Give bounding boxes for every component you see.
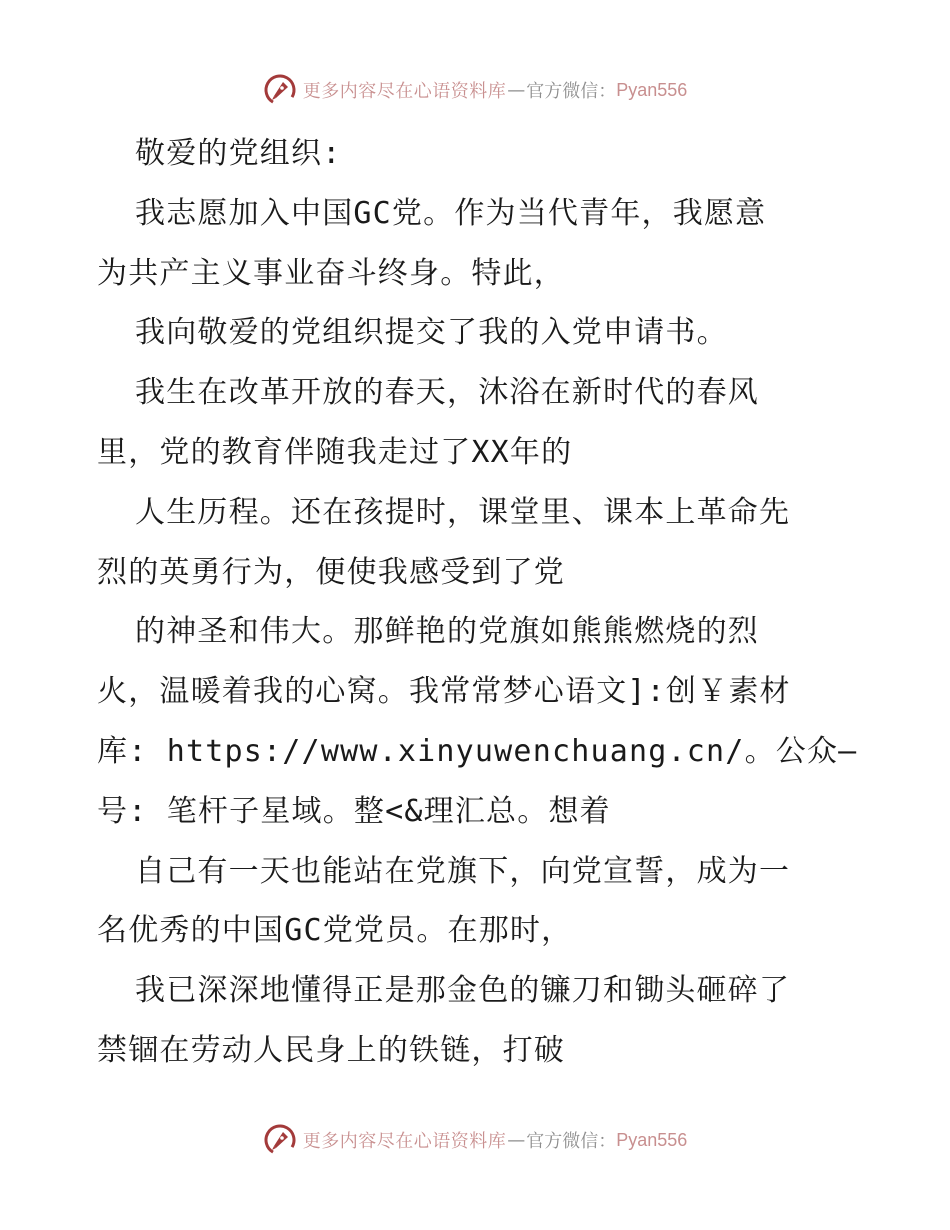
document-line: 火，温暖着我的心窝。我常常梦心语文]:创￥素材 [97,674,791,710]
header-watermark [0,70,950,110]
footer-watermark [0,1120,950,1160]
document-line: 号: 笔杆子星域。整<&理汇总。想着 [97,793,611,829]
document-line: 库: https://www.xinyuwenchuang.cn/。公众— [97,733,858,769]
watermark-text [303,77,688,103]
document-line: 我志愿加入中国GC党。作为当代青年，我愿意 [135,195,767,231]
document-line: 名优秀的中国GC党党员。在那时， [97,913,573,949]
document-line: 人生历程。还在孩提时，课堂里、课本上革命先 [135,494,791,530]
document-line: 自己有一天也能站在党旗下，向党宣誓，成为一 [135,853,791,889]
pen-nib-logo-icon [263,1123,297,1157]
watermark-wechat-label: 官方微信： [526,81,617,102]
document-line: 禁锢在劳动人民身上的铁链，打破 [97,1032,565,1068]
document-line: 我已深深地懂得正是那金色的镰刀和锄头砸碎了 [135,973,791,1009]
watermark-wechat-id: Pyan556 [616,1129,688,1150]
document-line: 我向敬爱的党组织提交了我的入党申请书。 [135,315,728,351]
document-line: 的神圣和伟大。那鲜艳的党旗如熊熊燃烧的烈 [135,614,759,650]
watermark-wechat-id: Pyan556 [616,79,688,100]
document-body [97,124,857,1081]
watermark-slogan: 更多内容尽在心语资料库 [302,1131,507,1152]
watermark-text [303,1127,688,1153]
document-line: 烈的英勇行为，便使我感受到了党 [97,554,565,590]
watermark-wechat-label: 官方微信： [526,1131,617,1152]
watermark-separator: — [507,1129,526,1151]
watermark-separator: — [507,79,526,101]
document-line: 敬爱的党组织: [135,136,342,171]
watermark-slogan: 更多内容尽在心语资料库 [302,81,507,102]
document-line: 我生在改革开放的春天，沐浴在新时代的春风 [135,375,759,411]
document-line: 为共产主义事业奋斗终身。特此， [97,255,565,291]
pen-nib-logo-icon [263,73,297,107]
document-line: 里，党的教育伴随我走过了XX年的 [97,434,573,470]
